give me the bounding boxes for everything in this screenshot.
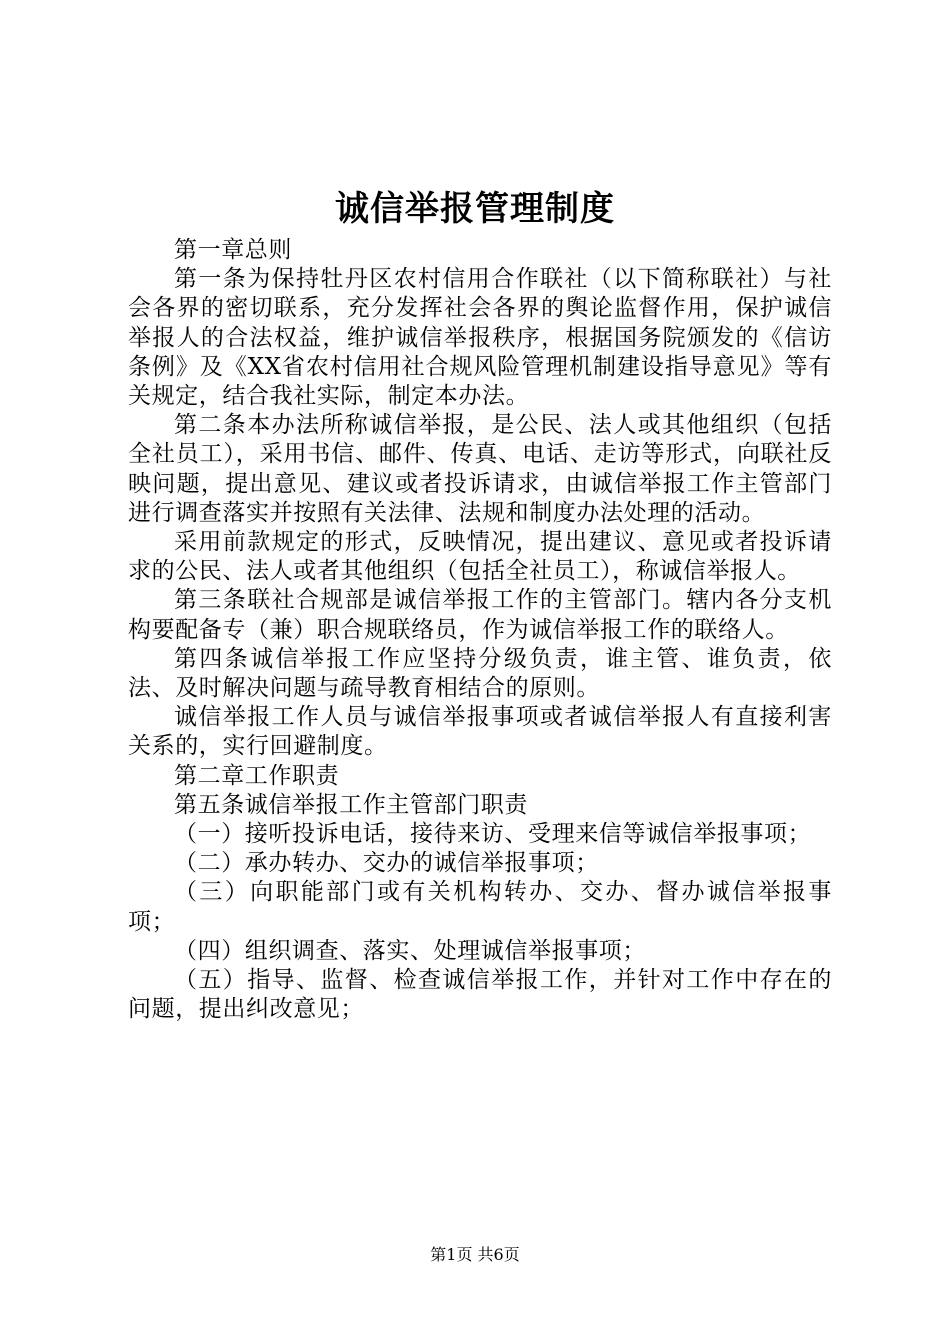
document-body [128, 236, 832, 1024]
chapter-heading: 第一章总则 [174, 237, 292, 263]
article-paragraph: 第四条诚信举报工作应坚持分级负责，谁主管、谁负责，依法、及时解决问题与疏导教育相结合的原则。 [128, 645, 832, 702]
list-item: （五）指导、监督、检查诚信举报工作，并针对工作中存在的问题，提出纠改意见； [128, 967, 832, 1023]
list-item: （三）向职能部门或有关机构转办、交办、督办诚信举报事项； [128, 879, 832, 935]
article-paragraph: 第一条为保持牡丹区农村信用合作联社（以下简称联社）与社会各界的密切联系，充分发挥社会各界的舆论监督作用，保护诚信举报人的合法权益，维护诚信举报秩序，根据国务院颁发的《信访条例》及《XX省农村信用社合规风险管理机制建设指导意见》等有关规定，结合我社实际，制定本办法。 [128, 266, 832, 410]
article-paragraph: 第三条联社合规部是诚信举报工作的主管部门。辖内各分支机构要配备专（兼）职合规联络员，作为诚信举报工作的联络人。 [128, 587, 832, 643]
article-paragraph: 诚信举报工作人员与诚信举报事项或者诚信举报人有直接利害关系的，实行回避制度。 [128, 704, 832, 760]
list-item: （四）组织调查、落实、处理诚信举报事项； [174, 937, 646, 964]
list-item: （二）承办转办、交办的诚信举报事项； [174, 850, 599, 877]
chapter-heading: 第二章工作职责 [174, 762, 340, 789]
page-number-footer: 第1页 共6页 [430, 1245, 520, 1264]
article-paragraph: 第五条诚信举报工作主管部门职责 [174, 791, 528, 818]
article-paragraph: 采用前款规定的形式，反映情况，提出建议、意见或者投诉请求的公民、法人或者其他组织（包括全社员工），称诚信举报人。 [128, 529, 832, 585]
list-item: （一）接听投诉电话，接待来访、受理来信等诚信举报事项； [174, 821, 812, 848]
article-paragraph: 第二条本办法所称诚信举报，是公民、法人或其他组织（包括全社员工），采用书信、邮件、传真、电话、走访等形式，向联社反映问题，提出意见、建议或者投诉请求，由诚信举报工作主管部门进行调查落实并按照有关法律、法规和制度办法处理的活动。 [128, 412, 832, 526]
document-title: 诚信举报管理制度 [335, 189, 615, 229]
